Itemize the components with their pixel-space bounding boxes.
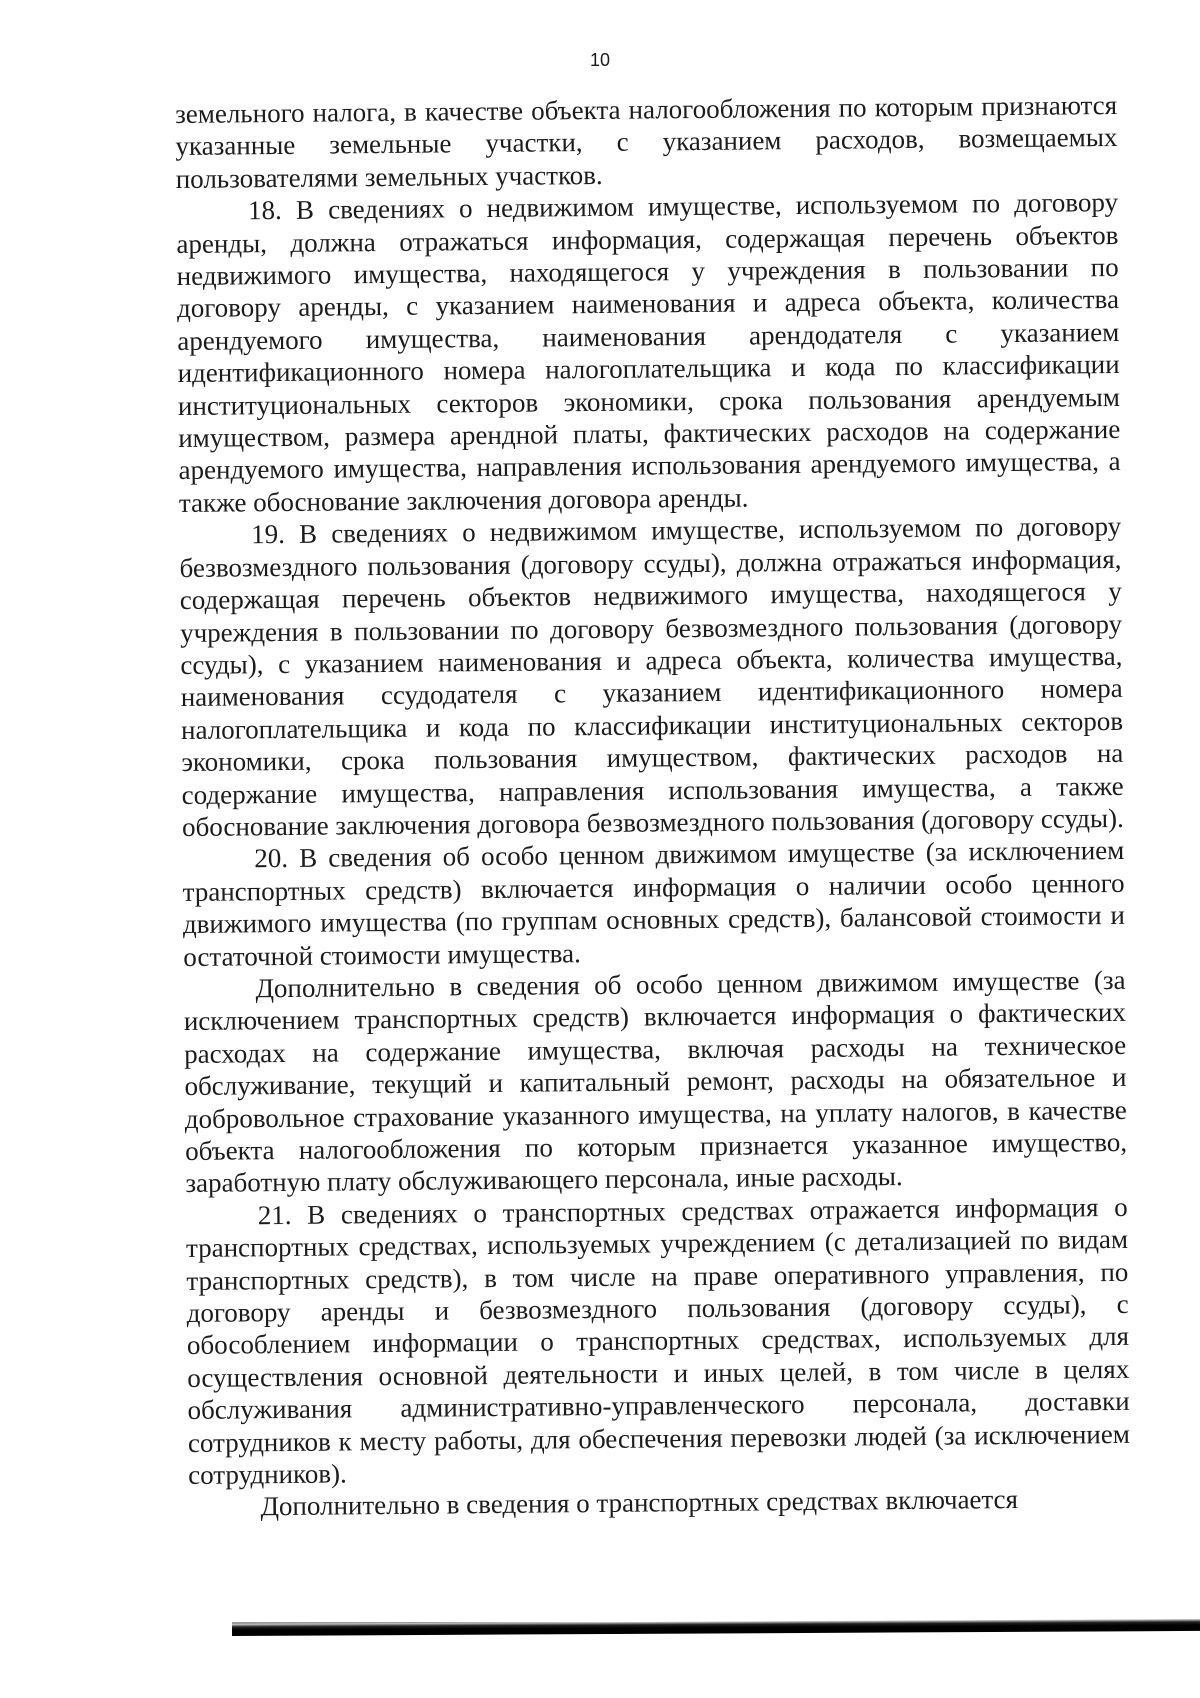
paragraph-20-valuable-movable-property: 20. В сведения об особо ценном движимом имуществе (за исключением транспортных средств) включается информация о наличии особо ценного движимого имущества (по группам основных средств), балансовой стоимости и остаточной стоимости имущества. [182, 835, 1126, 972]
page-number: 10 [589, 50, 611, 70]
paragraph-19-free-use-property: 19. В сведениях о недвижимом имуществе, используемом по договору безвозмездного пользования (договору ссуды), должна отражаться информация, содержащая перечень объектов недвижимого имущества, находящегося у учреждения в пользовании по договору безвозмездного пользования (договору ссуды), с указанием наименования и адреса объекта, количества имущества, наименования ссудодателя с указанием идентификационного номера налогоплательщика и кода по классификации институциональных секторов экономики, срока пользования имуществом, фактических расходов на содержание имущества, направления использования имущества, а также обоснование заключения договора безвозмездного пользования (договору ссуды). [179, 511, 1124, 842]
document-body [175, 89, 1131, 1524]
paragraph-land-tax-continuation: земельного налога, в качестве объекта налогообложения по которым признаются указанные земельные участки, с указанием расходов, возмещаемых пользователями земельных участков. [175, 89, 1118, 194]
paragraph-18-rented-property: 18. В сведениях о недвижимом имуществе, используемом по договору аренды, должна отражаться информация, содержащая перечень объектов недвижимого имущества, находящегося у учреждения в пользовании по договору аренды, с указанием наименования и адреса объекта, количества арендуемого имущества, наименования арендодателя с указанием идентификационного номера налогоплательщика и кода по классификации институциональных секторов экономики, срока пользования арендуемым имуществом, размера арендной платы, фактических расходов на содержание арендуемого имущества, направления использования арендуемого имущества, а также обоснование заключения договора аренды. [176, 187, 1121, 518]
paragraph-21-vehicles: 21. В сведениях о транспортных средствах отражается информация о транспортных средствах, используемых учреждением (с детализацией по видам транспортных средств), в том числе на праве оперативного управления, по договору аренды и безвозмездного пользования (договору ссуды), с обособлением информации о транспортных средствах, используемых для осуществления основной деятельности и иных целей, в том числе в целях обслуживания административно-управленческого персонала, доставки сотрудников к месту работы, для обеспечения перевозки людей (за исключением сотрудников). [185, 1191, 1131, 1490]
paragraph-vehicles-additional: Дополнительно в сведения о транспортных средствах включается [260, 1484, 1019, 1522]
paragraph-20-additional-expenses: Дополнительно в сведения об особо ценном движимом имуществе (за исключением транспортных средств) включается информация о фактических расходах на содержание имущества, включая расходы на техническое обслуживание, текущий и капитальный ремонт, расходы на обязательное и добровольное страхование указанного имущества, на уплату налогов, в качестве объекта налогообложения по которым признается указанное имущество, заработную плату обслуживающего персонала, иные расходы. [183, 964, 1128, 1199]
